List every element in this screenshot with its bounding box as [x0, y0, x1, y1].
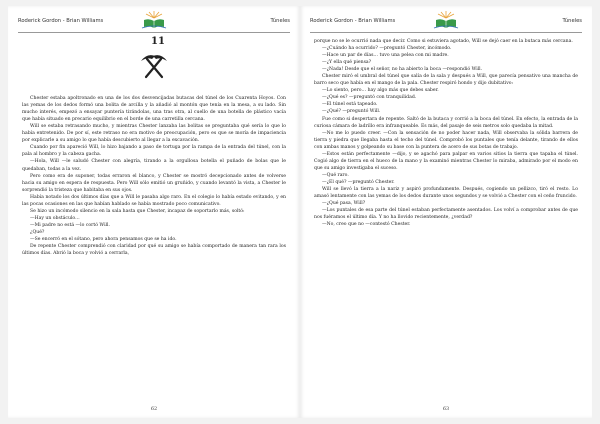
- paragraph: —Mi padre no está —lo cortó Will.: [30, 222, 110, 228]
- right-page: [300, 6, 592, 418]
- book-logo-icon: [139, 10, 169, 30]
- paragraph: —Los puntales de esa parte del túnel estaban perfectamente asentados. Los volví a comprobar antes de que nos fuéramos el último día. Y no ha llovido recientemente, ¿verdad?: [314, 208, 578, 221]
- paragraph: —Hay un obstáculo…: [30, 215, 80, 221]
- paragraph: Chester estaba apoltronado en una de los dos desvencijadas butacas del túnel de los Cuarenta Hoyos. Con las yemas de los dedos formó una bolita de arcilla y la añadió al montón que tenía en la mesa, a su lado. Sin mucho interés, empezó a ensayar puntería tirándolas, una tras otra, al cuello de una botella de plástico vacía que había situado en precario equilibrio en el borde de una carretilla cercana.: [22, 96, 286, 123]
- left-page: [8, 6, 300, 418]
- paragraph: Chester miró el umbral del túnel que salía de la sala y después a Will, que parecía pensativo una mancha de barro seco que había en el mango de la pala. Chester respiró hondo y dijo dubitativo:: [314, 74, 578, 87]
- paragraph: Pero como era de suponer, todas erraron el blanco, y Chester se mostró decepcionado antes de volverse hacia su amigo en espera de respuesta. Pero Will sólo emitió un gruñido, y cuando levantó la vista, a Chester le sorprendió la tristeza que habitaba en sus ojos.: [22, 173, 286, 193]
- header-title: Túneles: [270, 18, 290, 24]
- paragraph: —El túnel está tapeado.: [322, 102, 378, 108]
- paragraph: Fue como si despertara de repente. Saltó de la butaca y corrió a la boca del túnel. En efecto, la entrada de la curiosa cámara de ladrillo era infranqueable. Es más, del pasaje de seis metros solo quedaba la mitad.: [314, 116, 578, 129]
- paragraph: Había notado los dos últimos días que a Will le pasaba algo raro. En el colegio lo había estado evitando, y en las pocas ocasiones en las que habían hablado se había mostrado poco comunicativo.: [22, 194, 286, 207]
- paragraph: porque no se le ocurrió nada que decir. Como si estuviera agotado, Will se dejó caer en la butaca más cercana.: [314, 39, 573, 44]
- paragraph: —Se encerró en el sótano, pero ahora pensamos que se ha ido.: [30, 236, 177, 242]
- paragraph: —No me lo puedo creer. —Con la sensación de no poder hacer nada, Will observaba la sólida barrera de tierra y piedra que llegaba hasta el techo del túnel. Comprobó los puntales que tenía delante, tirando de ellos con ambas manos y golpeando su base con la puntera de acero de sus botas de trabajo.: [314, 130, 578, 150]
- paragraph: —¿Cuándo ha ocurrido? —preguntó Chester, incómodo.: [322, 46, 452, 52]
- book-logo-icon: [431, 10, 461, 30]
- paragraph: Se hizo un incómodo silencio en la sala hasta que Chester, incapaz de soportarlo más, soltó:: [30, 208, 245, 214]
- book-spread: [8, 6, 592, 418]
- paragraph: —Lo siento, pero… hay algo más que debes saber.: [322, 88, 439, 94]
- header-title: Túneles: [562, 18, 582, 24]
- running-header: [310, 10, 582, 33]
- paragraph: —Estos están perfectamente —dijo, y se agachó para palpar en varios sitios la tierra que tapaba el túnel. Cogió algo de tierra en el hueco de la mano y la examinó mientras Chester lo miraba, admirado por el modo en que su amigo investigaba el suceso.: [314, 151, 578, 171]
- paragraph: Will se llevó la tierra a la nariz y aspiró profundamente. Después, cogiendo un pellizco, tiró el resto. Lo amasó lentamente con las yemas de los dedos durante unos segundos y se volvió a Chester con el ceño fruncido.: [314, 186, 578, 200]
- header-author: Roderick Gordon - Brian Williams: [18, 18, 104, 24]
- page-number: 62: [150, 406, 158, 412]
- paragraph: —¿Nada! Desde que el señor, no ha abierto la boca —respondió Will.: [322, 67, 483, 73]
- header-author: Roderick Gordon - Brian Williams: [310, 18, 396, 24]
- paragraph: ¿Qué?: [30, 229, 45, 235]
- crossed-pickaxes-icon: [139, 51, 169, 81]
- paragraph: —¿Qué es? —preguntó con tranquilidad.: [322, 95, 417, 101]
- running-header: [18, 10, 290, 33]
- paragraph: De repente Chester comprendió con claridad por qué su amigo se había comportado de manera tan rara los últimos días. Abrió la boca y volvió a cerrarla,: [22, 244, 286, 257]
- page-number: 63: [442, 406, 450, 412]
- paragraph: —¿Y ella qué piensa?: [322, 60, 372, 66]
- paragraph: —¿Qué pasa, Will?: [322, 201, 366, 207]
- paragraph: —¿Qué? —preguntó Will.: [322, 109, 381, 115]
- paragraph: Cuando por fin apareció Will, lo hizo bajando a paso de tortuga por la rampa de la entrada del túnel, con la pala al hombro y la cabeza gacha.: [22, 145, 286, 158]
- paragraph: —Hola, Will —le saludó Chester con alegría, tirando a la orgullosa botella el puñado de bolas que le quedaban, todas a la vez.: [22, 159, 286, 172]
- paragraph: —No, creo que no —contestó Chester.: [322, 222, 411, 228]
- paragraph: —Hace un par de días… tuvo una pelea con mi madre.: [322, 53, 449, 59]
- paragraph: Will se estaba retrasando mucho, y mientras Chester lanzaba las bolitas se preguntaba qué sería lo que lo había entretenido. De por sí, este retraso no era motivo de preocupación, pero es que se moría de impaciencia por explicarle a su amigo lo que había descubierto al llegar a la excavación.: [22, 124, 286, 144]
- chapter-number: 11: [151, 36, 165, 47]
- right-page-body: [314, 38, 578, 400]
- paragraph: —¿El qué? —preguntó Chester.: [322, 179, 395, 185]
- left-page-body: [22, 38, 286, 400]
- paragraph: —Qué raro.: [322, 172, 349, 178]
